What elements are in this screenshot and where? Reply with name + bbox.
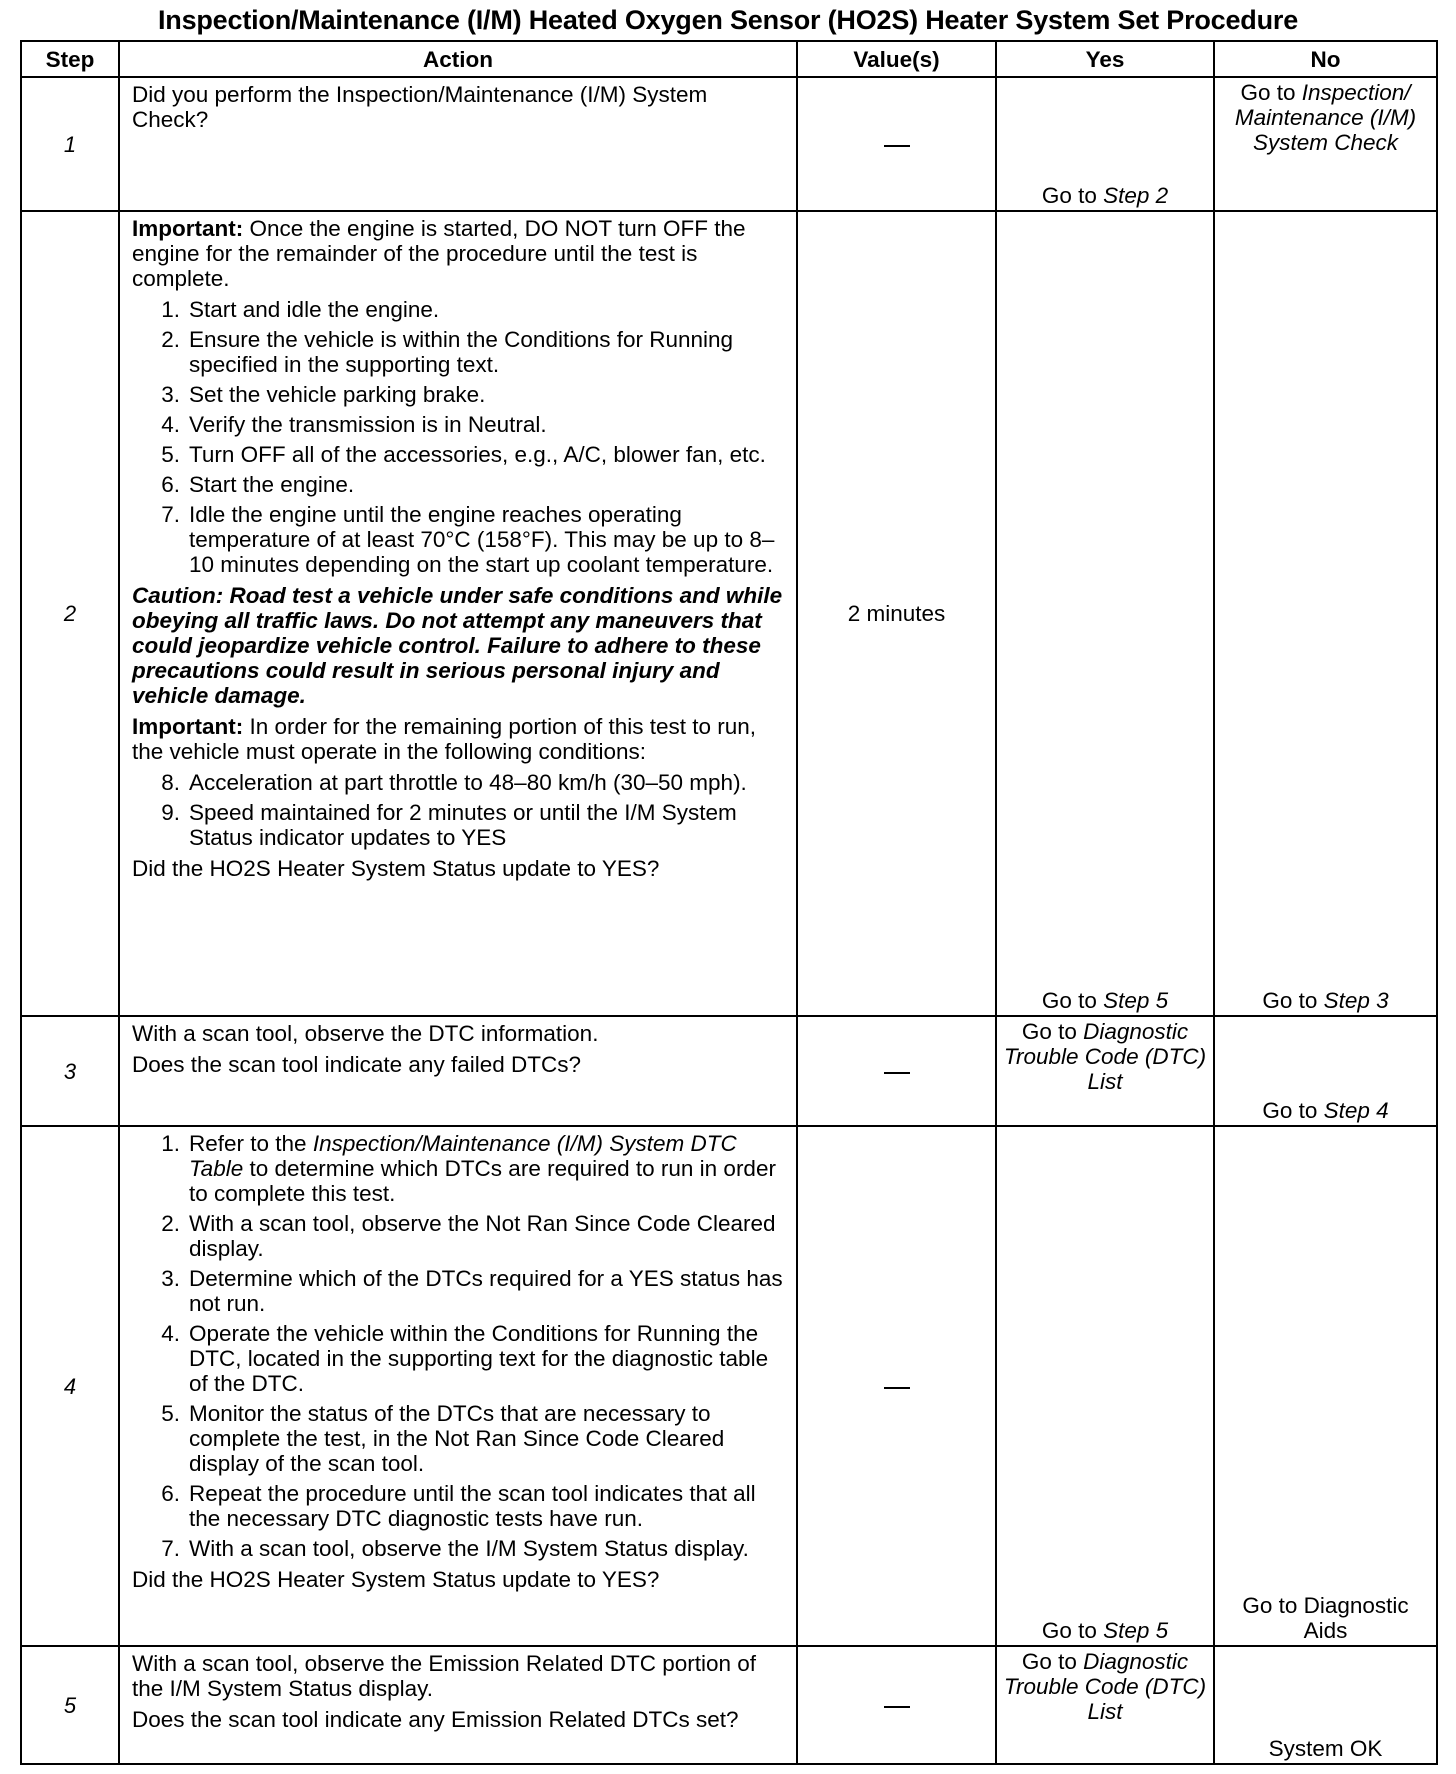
no-cell: [1214, 211, 1437, 1016]
table-row: [21, 1016, 1437, 1126]
action-cell: [119, 1016, 797, 1126]
no-cell: [1214, 77, 1437, 211]
list-item: 6. Start the engine.: [161, 472, 355, 497]
yes-result: Go to Step 5: [1041, 1618, 1169, 1643]
step-number: 3: [21, 1016, 119, 1126]
step-number: 4: [21, 1126, 119, 1646]
list-item: 2. With a scan tool, observe the Not Ran Since Code Cleared display.: [161, 1211, 776, 1261]
action-cell: [119, 1126, 797, 1646]
no-result[interactable]: Go to Diagnostic Aids: [1242, 1593, 1409, 1643]
value-cell: 2 minutes: [797, 211, 996, 1016]
step-link[interactable]: Step 3: [1323, 988, 1389, 1013]
list-item: 5. Monitor the status of the DTCs that are necessary to complete the test, in the Not Ran Since Code Cleared display of the scan tool.: [161, 1401, 725, 1476]
header-step: Step: [21, 41, 119, 77]
table-row: [21, 77, 1437, 211]
list-item: 4. Operate the vehicle within the Conditions for Running the DTC, located in the supporting text for the diagnostic table of the DTC.: [161, 1321, 769, 1396]
table-link[interactable]: Inspection/Maintenance (I/M) System DTC Table: [189, 1131, 737, 1181]
list-item: 7. Idle the engine until the engine reaches operating temperature of at least 70°C (158°F). This may be up to 8–10 minutes depending on the start up coolant temperature.: [161, 502, 775, 577]
procedure-link[interactable]: Diagnostic Trouble Code (DTC) List: [1003, 1019, 1207, 1094]
no-result: Go to Step 3: [1262, 988, 1389, 1013]
important-note: Important: In order for the remaining portion of this test to run, the vehicle must operate in the following conditions:: [132, 714, 757, 764]
list-item: 8. Acceleration at part throttle to 48–80 km/h (30–50 mph).: [161, 770, 747, 795]
dash-value: [884, 1072, 910, 1074]
action-question: Did the HO2S Heater System Status update to YES?: [132, 1567, 660, 1592]
step-link[interactable]: Step 5: [1103, 988, 1169, 1013]
value-cell: [797, 77, 996, 211]
no-result: Go to Step 4: [1262, 1098, 1389, 1123]
caution-note: Caution: Road test a vehicle under safe conditions and while obeying all traffic laws. Do not attempt any maneuvers that could jeopardize vehicle control. Failure to adhere to these precautions could result in serious personal injury and vehicle damage.: [132, 583, 783, 708]
table-row: [21, 1646, 1437, 1764]
procedure-link[interactable]: Inspection/ Maintenance (I/M) System Check: [1234, 80, 1417, 155]
action-text: With a scan tool, observe the DTC information.: [132, 1021, 599, 1046]
header-action: Action: [119, 41, 797, 77]
step-number: 2: [21, 211, 119, 1016]
list-item: 1. Start and idle the engine.: [161, 297, 440, 322]
no-result: System OK: [1268, 1736, 1383, 1761]
yes-cell: [996, 1646, 1214, 1764]
no-cell: [1214, 1646, 1437, 1764]
list-item: 3. Set the vehicle parking brake.: [161, 382, 486, 407]
no-result: Go to Inspection/ Maintenance (I/M) System Check: [1234, 80, 1417, 155]
list-item: 5. Turn OFF all of the accessories, e.g., A/C, blower fan, etc.: [161, 442, 766, 467]
yes-cell: [996, 77, 1214, 211]
procedure-link[interactable]: Diagnostic Trouble Code (DTC) List: [1003, 1649, 1207, 1724]
dash-value: [884, 1387, 910, 1389]
value-cell: [797, 1126, 996, 1646]
document-title: Inspection/Maintenance (I/M) Heated Oxygen Sensor (HO2S) Heater System Set Procedure: [157, 5, 1299, 35]
table-header-row: [21, 41, 1437, 77]
list-item: 3. Determine which of the DTCs required for a YES status has not run.: [161, 1266, 783, 1316]
dash-value: [884, 1706, 910, 1708]
header-no: No: [1214, 41, 1437, 77]
dash-value: [884, 145, 910, 147]
yes-result: Go to Step 5: [1041, 988, 1169, 1013]
action-question: Did the HO2S Heater System Status update to YES?: [132, 856, 660, 881]
step-number: 5: [21, 1646, 119, 1764]
step-number: 1: [21, 77, 119, 211]
list-item: 1. Refer to the Inspection/Maintenance (I/M) System DTC Table to determine which DTCs are required to run in order to complete this test.: [161, 1131, 776, 1206]
no-cell: [1214, 1016, 1437, 1126]
header-values: Value(s): [797, 41, 996, 77]
yes-result: Go to Diagnostic Trouble Code (DTC) List: [1003, 1649, 1207, 1724]
list-item: 9. Speed maintained for 2 minutes or until the I/M System Status indicator updates to YES: [161, 800, 737, 850]
value-cell: [797, 1646, 996, 1764]
instruction-list: [132, 297, 786, 577]
action-text: With a scan tool, observe the Emission Related DTC portion of the I/M System Status display.: [132, 1651, 757, 1701]
action-cell: [119, 1646, 797, 1764]
no-cell: [1214, 1126, 1437, 1646]
header-yes: Yes: [996, 41, 1214, 77]
yes-result: Go to Step 2: [1041, 183, 1169, 208]
step-link[interactable]: Step 4: [1323, 1098, 1389, 1123]
value-cell: [797, 1016, 996, 1126]
table-row: [21, 1126, 1437, 1646]
yes-result: Go to Diagnostic Trouble Code (DTC) List: [1003, 1019, 1207, 1094]
action-question: Does the scan tool indicate any Emission Related DTCs set?: [132, 1707, 739, 1732]
step-link[interactable]: Step 2: [1103, 183, 1169, 208]
yes-cell: [996, 1016, 1214, 1126]
instruction-list: [132, 770, 786, 850]
step-link[interactable]: Step 5: [1103, 1618, 1169, 1643]
action-cell: [119, 211, 797, 1016]
action-question: Does the scan tool indicate any failed DTCs?: [132, 1052, 581, 1077]
table-row: [21, 211, 1437, 1016]
yes-cell: [996, 1126, 1214, 1646]
important-note: Important: Once the engine is started, DO NOT turn OFF the engine for the remainder of the procedure until the test is complete.: [132, 216, 746, 291]
procedure-table: [20, 40, 1438, 1765]
list-item: 7. With a scan tool, observe the I/M System Status display.: [161, 1536, 749, 1561]
action-cell: [119, 77, 797, 211]
action-question: Did you perform the Inspection/Maintenance (I/M) System Check?: [132, 82, 708, 132]
list-item: 2. Ensure the vehicle is within the Conditions for Running specified in the supporting text.: [161, 327, 734, 377]
instruction-list: [132, 1131, 786, 1561]
list-item: 4. Verify the transmission is in Neutral.: [161, 412, 547, 437]
yes-cell: [996, 211, 1214, 1016]
list-item: 6. Repeat the procedure until the scan tool indicates that all the necessary DTC diagnostic tests have run.: [161, 1481, 756, 1531]
